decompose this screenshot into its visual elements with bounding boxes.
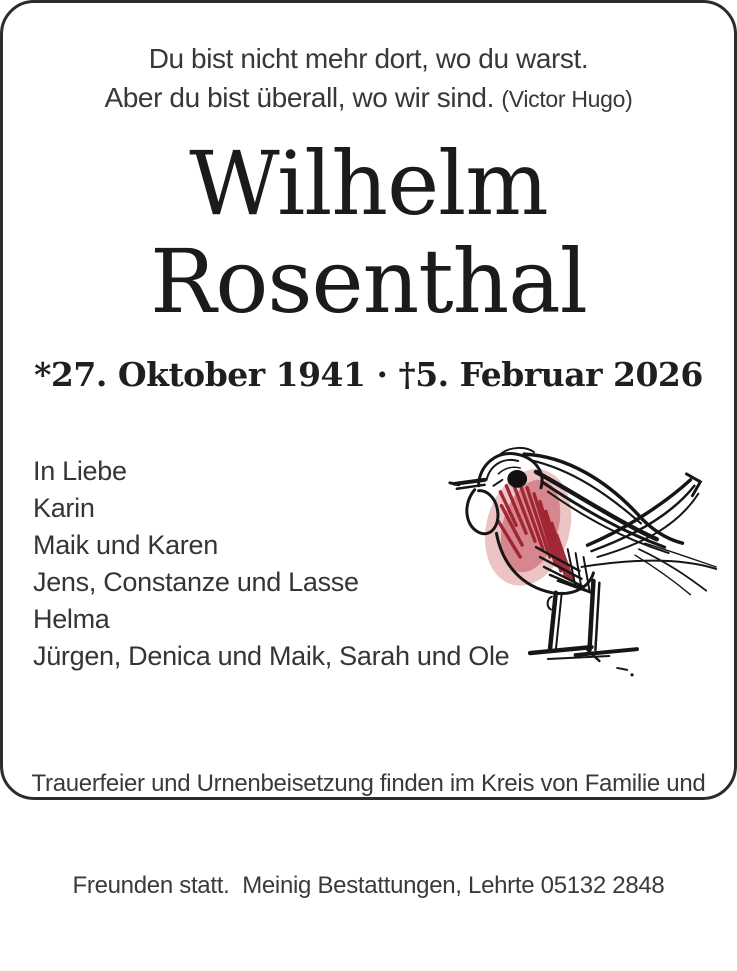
deceased-last-name: Rosenthal [150,230,587,333]
deceased-name [3,132,734,333]
mourner-line: Karin [33,493,95,523]
quote-line-2-text: Aber du bist überall, wo wir sind. [104,82,494,113]
funeral-notice-line-1: Trauerfeier und Urnenbeisetzung finden im Kreis von Familie und [31,770,706,797]
quote-line-1: Du bist nicht mehr dort, wo du warst. [148,43,589,74]
mourners-list [33,453,509,675]
mourner-line: Jens, Constanze und Lasse [33,567,359,597]
quote-line-2 [3,78,734,119]
mourner-line: Helma [33,604,110,634]
quote-attribution: (Victor Hugo) [501,86,633,112]
closing-formula: In Liebe [33,456,127,486]
mourner-line: Maik und Karen [33,530,218,560]
funeral-notice-line-2: Freunden statt. Meinig Bestattungen, Lehrte 05132 2848 [72,872,665,899]
life-dates: *27. Oktober 1941 · †5. Februar 2026 [34,355,703,394]
mourner-line: Jürgen, Denica und Maik, Sarah und Ole [33,641,510,671]
deceased-first-name: Wilhelm [189,132,548,235]
opening-quote [3,39,734,119]
robin-sketch-icon [441,429,733,697]
funeral-notice [3,699,734,971]
